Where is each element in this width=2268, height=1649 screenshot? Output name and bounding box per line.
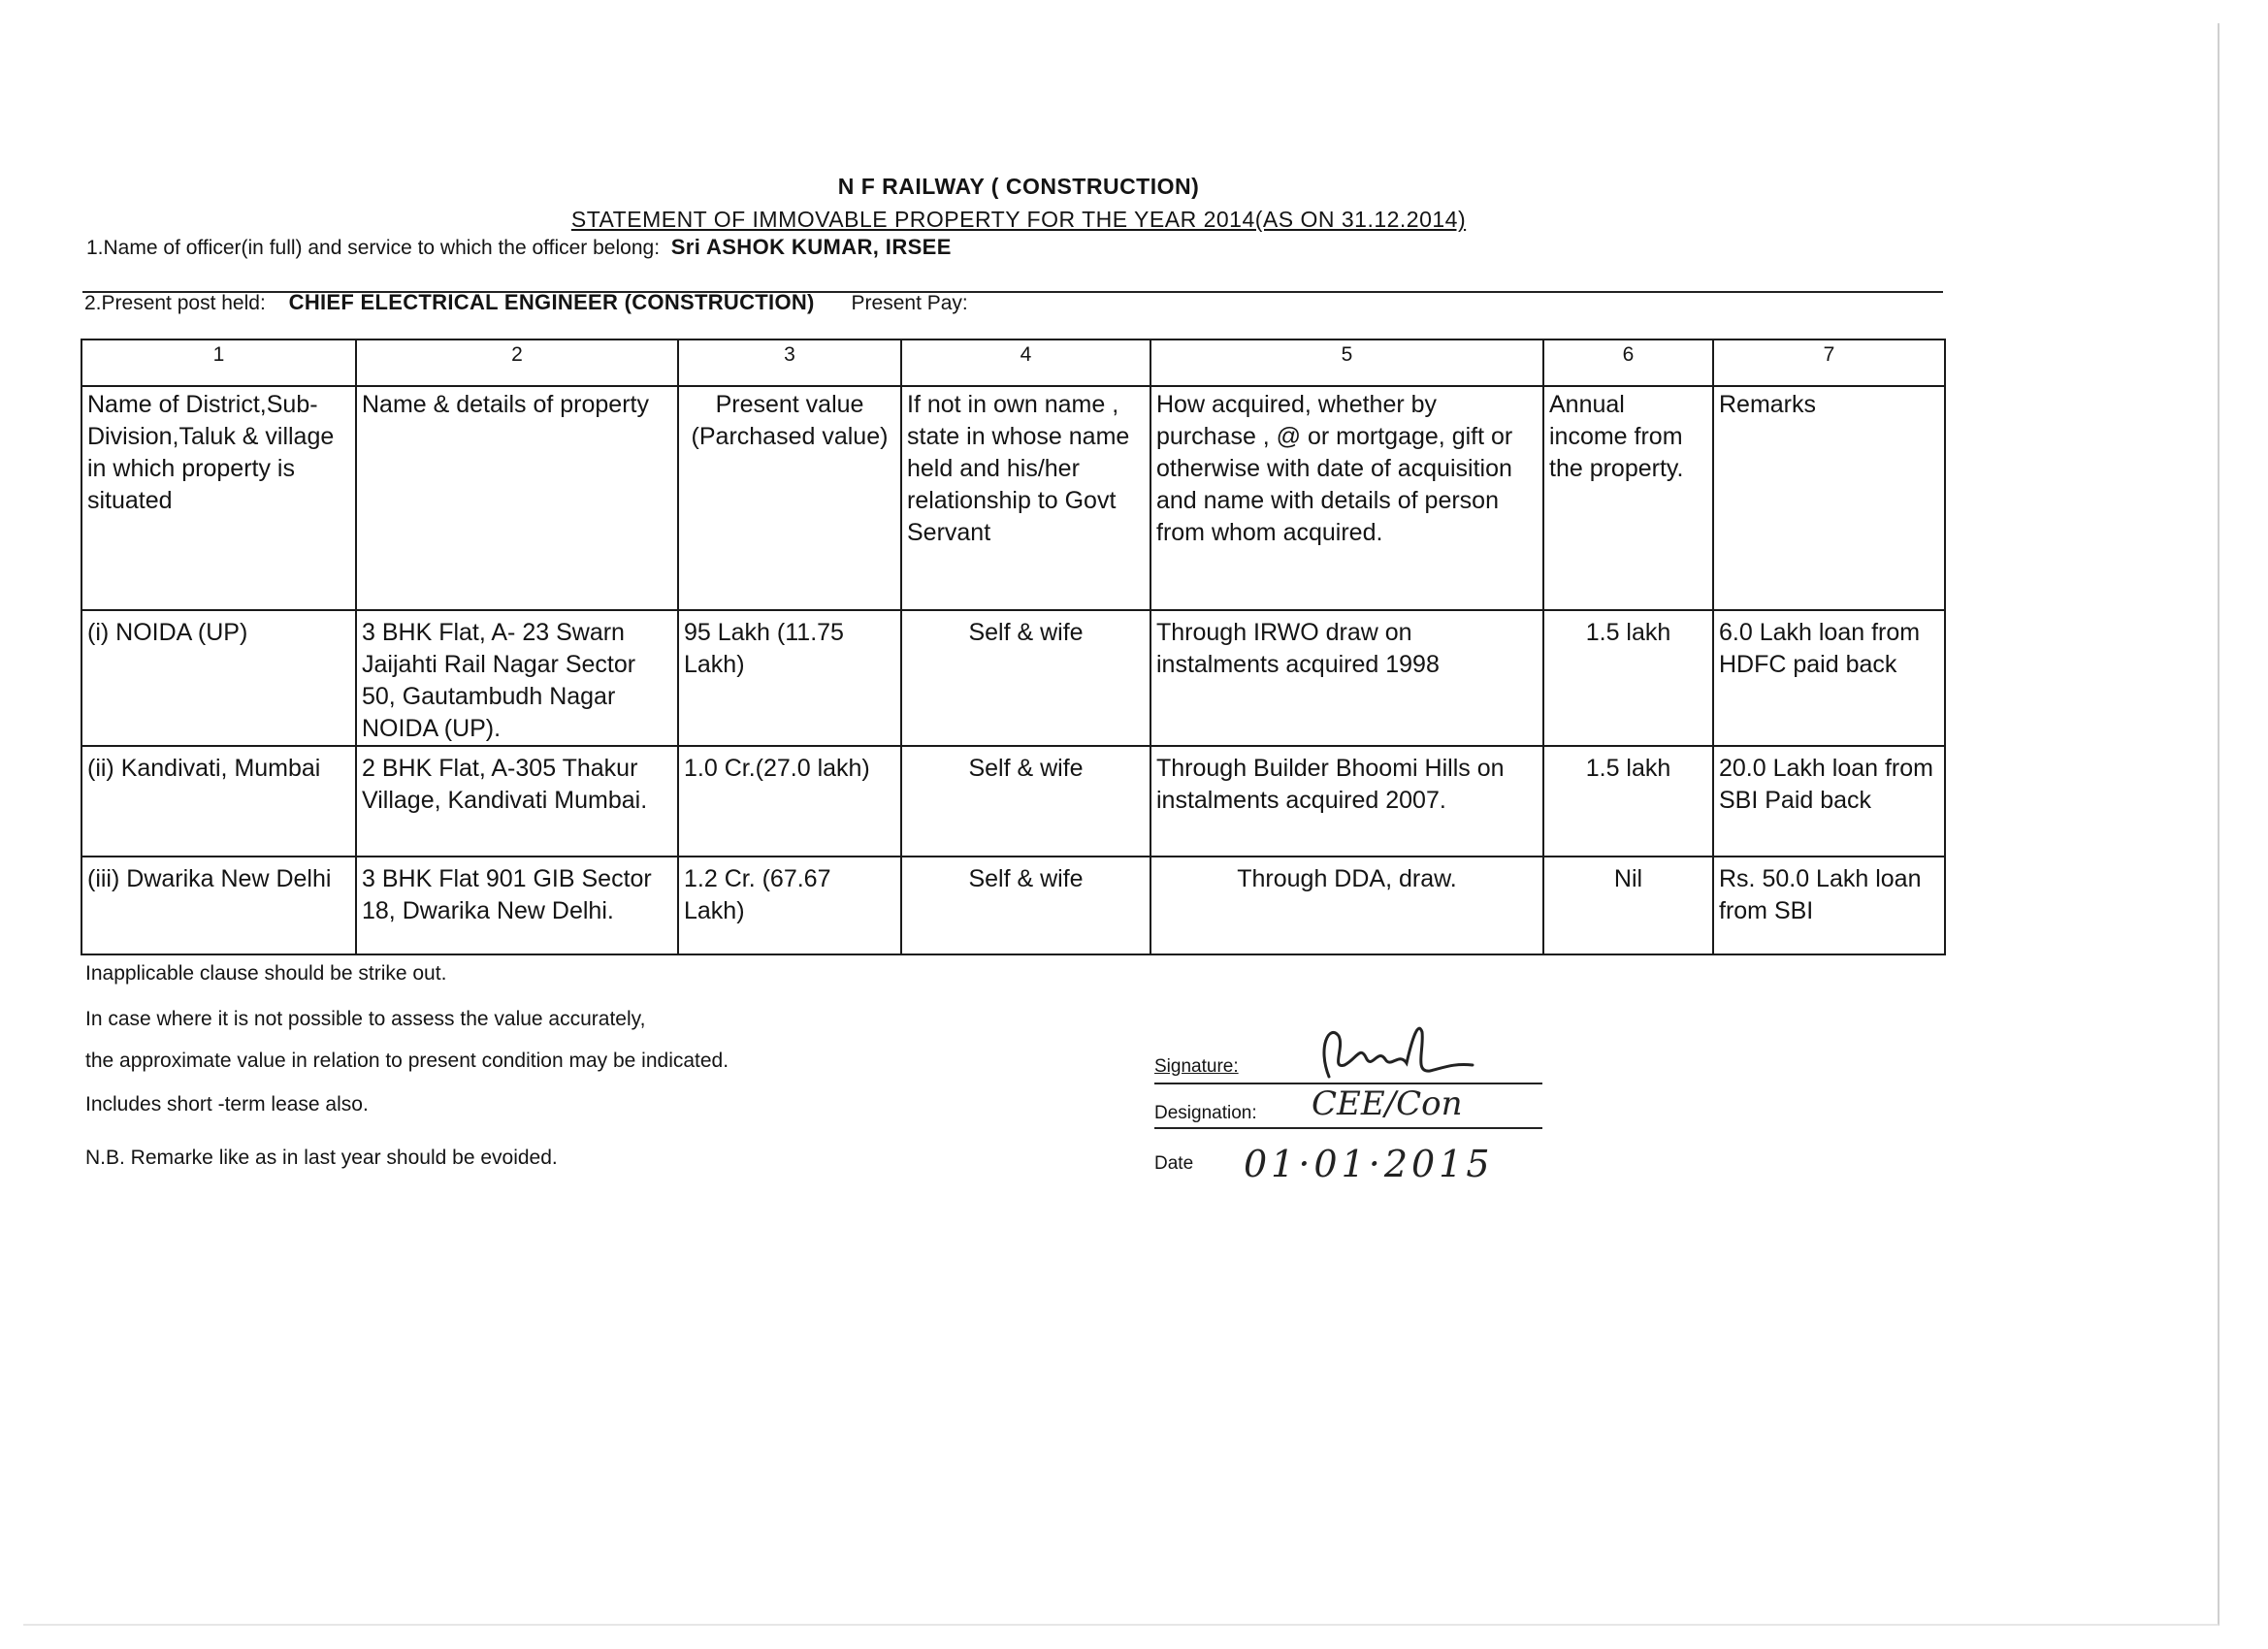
cell-value: 1.2 Cr. (67.67 Lakh) (678, 857, 901, 954)
col-number: 4 (901, 340, 1150, 386)
note-assess-value: In case where it is not possible to assess the value accurately, (85, 1008, 646, 1030)
officer-label: 1.Name of officer(in full) and service to which the officer belong: (86, 237, 661, 259)
column-number-row (81, 340, 1945, 386)
post-value: CHIEF ELECTRICAL ENGINEER (CONSTRUCTION) (288, 290, 815, 314)
cell-remarks: 20.0 Lakh loan from SBI Paid back (1713, 746, 1945, 857)
handwritten-signature (1310, 1009, 1484, 1086)
note-short-term-lease: Includes short -term lease also. (85, 1093, 369, 1116)
header-property-details: Name & details of property (356, 386, 678, 610)
column-header-row (81, 386, 1945, 610)
cell-acquired: Through IRWO draw on instalments acquired 1998 (1150, 610, 1543, 746)
officer-line (86, 235, 952, 260)
note-inapplicable: Inapplicable clause should be strike out. (85, 962, 447, 985)
col-number: 3 (678, 340, 901, 386)
cell-held-by: Self & wife (901, 610, 1150, 746)
header-annual-income: Annual income from the property. (1543, 386, 1713, 610)
col-number: 1 (81, 340, 356, 386)
header-remarks: Remarks (1713, 386, 1945, 610)
post-line (84, 290, 968, 315)
cell-remarks: Rs. 50.0 Lakh loan from SBI (1713, 857, 1945, 954)
cell-income: 1.5 lakh (1543, 610, 1713, 746)
note-approximate-value: the approximate value in relation to present condition may be indicated. (85, 1050, 729, 1072)
cell-income: 1.5 lakh (1543, 746, 1713, 857)
table-row (81, 746, 1945, 857)
designation-label: Designation: (1154, 1103, 1257, 1123)
header-present-value: Present value (Parchased value) (678, 386, 901, 610)
handwritten-date: 01·01·2015 (1244, 1143, 1494, 1185)
cell-held-by: Self & wife (901, 746, 1150, 857)
cell-details: 3 BHK Flat 901 GIB Sector 18, Dwarika New Delhi. (356, 857, 678, 954)
statement-title: STATEMENT OF IMMOVABLE PROPERTY FOR THE YEAR 2014(AS ON 31.12.2014) (570, 207, 1467, 232)
officer-name: Sri ASHOK KUMAR, IRSEE (670, 235, 952, 259)
col-number: 5 (1150, 340, 1543, 386)
col-number: 6 (1543, 340, 1713, 386)
cell-district: (i) NOIDA (UP) (81, 610, 356, 746)
cell-remarks: 6.0 Lakh loan from HDFC paid back (1713, 610, 1945, 746)
cell-value: 95 Lakh (11.75 Lakh) (678, 610, 901, 746)
cell-value: 1.0 Cr.(27.0 lakh) (678, 746, 901, 857)
table-row (81, 610, 1945, 746)
col-number: 7 (1713, 340, 1945, 386)
post-label: 2.Present post held: (84, 292, 266, 314)
cell-held-by: Self & wife (901, 857, 1150, 954)
cell-details: 2 BHK Flat, A-305 Thakur Village, Kandivati Mumbai. (356, 746, 678, 857)
cell-acquired: Through Builder Bhoomi Hills on instalments acquired 2007. (1150, 746, 1543, 857)
cell-details: 3 BHK Flat, A- 23 Swarn Jaijahti Rail Nagar Sector 50, Gautambudh Nagar NOIDA (UP). (356, 610, 678, 746)
cell-district: (ii) Kandivati, Mumbai (81, 746, 356, 857)
table-row (81, 857, 1945, 954)
date-label: Date (1154, 1153, 1194, 1174)
header-whose-name: If not in own name , state in whose name held and his/her relationship to Govt Servant (901, 386, 1150, 610)
header-district: Name of District,Sub-Division,Taluk & village in which property is situated (81, 386, 356, 610)
col-number: 2 (356, 340, 678, 386)
note-nb-remark: N.B. Remarke like as in last year should be evoided. (85, 1147, 558, 1169)
designation-line (1154, 1127, 1542, 1129)
organization-title: N F RAILWAY ( CONSTRUCTION) (837, 174, 1200, 199)
handwritten-designation: CEE/Con (1312, 1084, 1463, 1123)
property-table (81, 339, 1946, 955)
cell-income: Nil (1543, 857, 1713, 954)
header-how-acquired: How acquired, whether by purchase , @ or mortgage, gift or otherwise with date of acquisition and name with details of person from whom acquired. (1150, 386, 1543, 610)
signature-label: Signature: (1154, 1056, 1239, 1077)
cell-acquired: Through DDA, draw. (1150, 857, 1543, 954)
cell-district: (iii) Dwarika New Delhi (81, 857, 356, 954)
present-pay-label: Present Pay: (851, 292, 968, 314)
